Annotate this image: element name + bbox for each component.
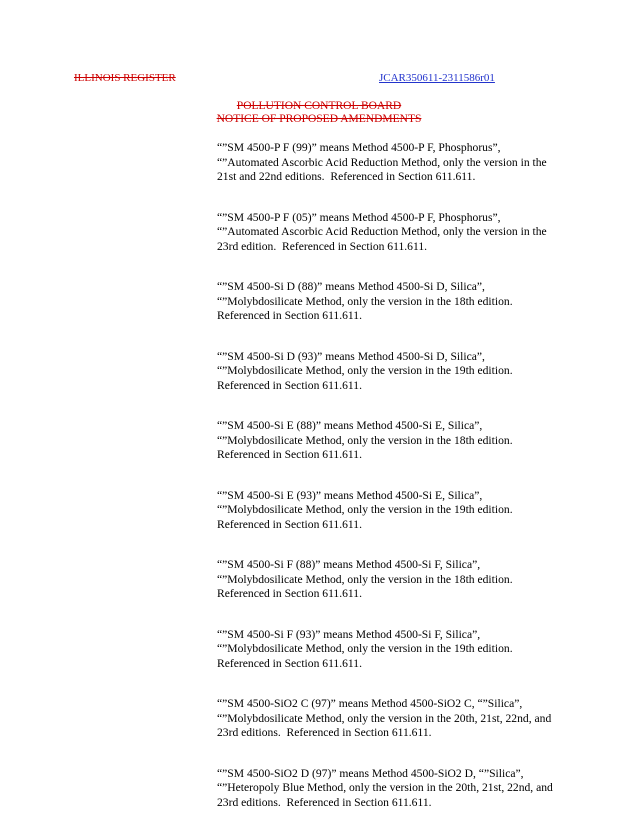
- definition-paragraph: “”SM 4500-P F (99)” means Method 4500-P F, Phosphorus”, “”Automated Ascorbic Acid Reduction Method, only the version in the 21st and 22nd editions. Referenced in Section 611.611.: [217, 141, 550, 183]
- register-header: ILLINOIS REGISTER: [74, 72, 176, 84]
- notice-title: NOTICE OF PROPOSED AMENDMENTS: [216, 113, 422, 125]
- definition-paragraph: “”SM 4500-Si F (93)” means Method 4500-Si F, Silica”, “”Molybdosilicate Method, only the version in the 19th edition. Referenced in Section 611.611.: [217, 627, 519, 670]
- jcar-code-link[interactable]: JCAR350611-2311586r01: [379, 72, 495, 84]
- definition-paragraph: “”SM 4500-Si F (88)” means Method 4500-Si F, Silica”, “”Molybdosilicate Method, only the version in the 18th edition. Referenced in Section 611.611.: [217, 558, 519, 600]
- agency-name: POLLUTION CONTROL BOARD: [236, 100, 402, 112]
- definition-paragraph: “”SM 4500-Si E (93)” means Method 4500-Si E, Silica”, “”Molybdosilicate Method, only the version in the 19th edition. Referenced in Section 611.611.: [217, 488, 519, 531]
- definitions-list: [217, 141, 557, 836]
- definition-paragraph: “”SM 4500-Si E (88)” means Method 4500-Si E, Silica”, “”Molybdosilicate Method, only the version in the 18th edition. Referenced in Section 611.611.: [217, 419, 519, 461]
- definition-paragraph: “”SM 4500-SiO2 D (97)” means Method 4500-SiO2 D, “”Silica”, “”Heteropoly Blue Method, only the version in the 20th, 21st, 22nd, and 23rd editions. Referenced in Section 611.611.: [217, 766, 556, 809]
- definition-paragraph: “”SM 4500-P F (05)” means Method 4500-P F, Phosphorus”, “”Automated Ascorbic Acid Reduction Method, only the version in the 23rd edition. Referenced in Section 611.611.: [217, 210, 550, 253]
- definition-paragraph: “”SM 4500-Si D (93)” means Method 4500-Si D, Silica”, “”Molybdosilicate Method, only the version in the 19th edition. Referenced in Section 611.611.: [217, 349, 519, 392]
- agency-heading: [0, 100, 618, 126]
- definition-paragraph: “”SM 4500-Si D (88)” means Method 4500-Si D, Silica”, “”Molybdosilicate Method, only the version in the 18th edition. Referenced in Section 611.611.: [217, 280, 519, 322]
- definition-paragraph: “”SM 4500-SiO2 C (97)” means Method 4500-SiO2 C, “”Silica”, “”Molybdosilicate Method, only the version in the 20th, 21st, 22nd, and 23rd editions. Referenced in Section 611.611.: [217, 697, 555, 739]
